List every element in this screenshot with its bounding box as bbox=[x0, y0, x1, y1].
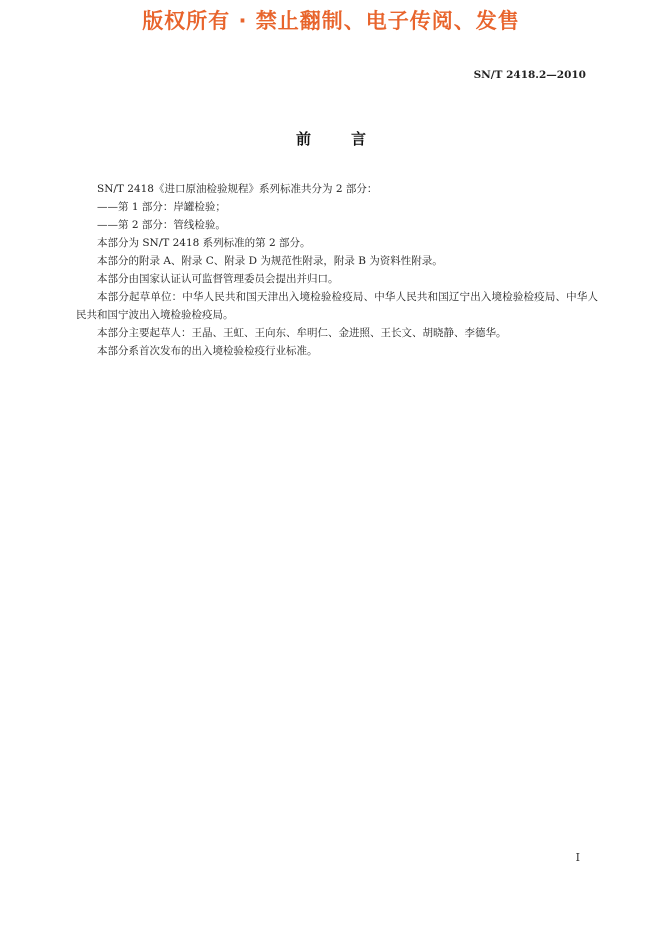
paragraph-first-release: 本部分系首次发布的出入境检验检疫行业标准。 bbox=[97, 345, 318, 357]
paragraph-series-intro: SN/T 2418《进口原油检验规程》系列标准共分为 2 部分： bbox=[97, 183, 378, 195]
page-title: 前言 bbox=[295, 130, 406, 148]
paragraph-drafters: 本部分主要起草人：王晶、王虹、王向东、牟明仁、金进照、王长文、胡晓静、李德华。 bbox=[97, 327, 507, 339]
copyright-watermark: 版权所有 · 禁止翻制、电子传阅、发售 bbox=[142, 9, 520, 33]
page-number: I bbox=[575, 851, 580, 864]
paragraph-part-1: ——第 1 部分：岸罐检验； bbox=[97, 201, 226, 213]
paragraph-annexes: 本部分的附录 A、附录 C、附录 D 为规范性附录，附录 B 为资料性附录。 bbox=[97, 255, 443, 267]
paragraph-proposed-by: 本部分由国家认证认可监督管理委员会提出并归口。 bbox=[97, 273, 339, 285]
paragraph-part-2: ——第 2 部分：管线检验。 bbox=[97, 219, 226, 231]
paragraph-this-part: 本部分为 SN/T 2418 系列标准的第 2 部分。 bbox=[97, 237, 311, 249]
paragraph-drafting-units: 本部分起草单位：中华人民共和国天津出入境检验检疫局、中华人民共和国辽宁出入境检验检疫局、中华人民共和国宁波出入境检验检疫局。 bbox=[76, 291, 598, 321]
standard-code: SN/T 2418.2—2010 bbox=[473, 69, 586, 81]
foreword-body bbox=[76, 180, 598, 360]
